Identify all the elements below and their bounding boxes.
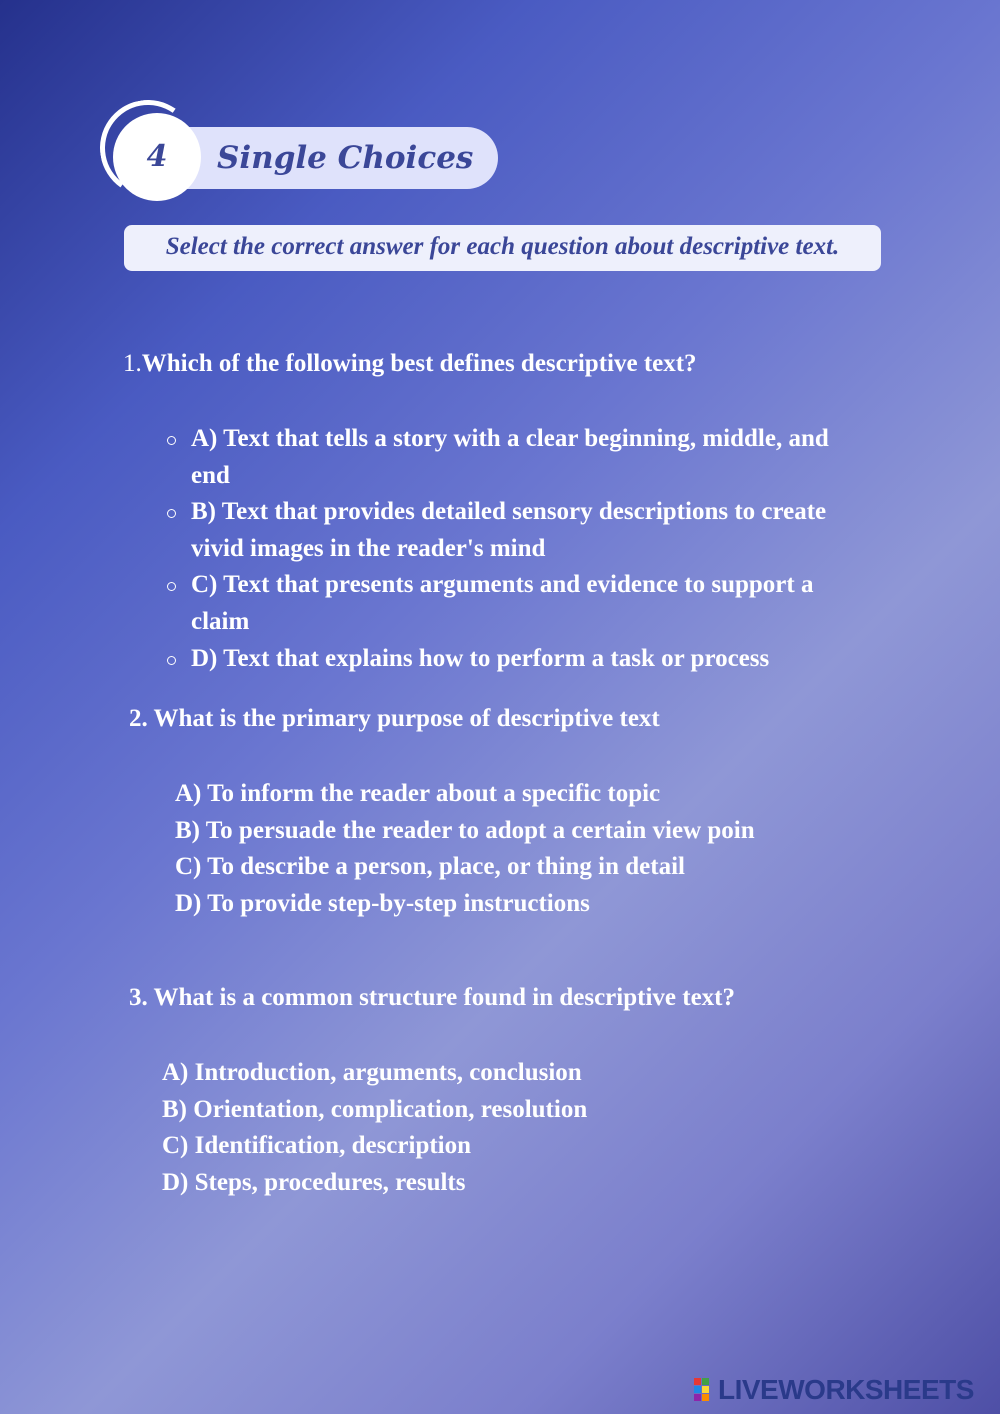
option-1d[interactable]: D) Text that explains how to perform a task or process (167, 641, 847, 678)
question-3-options (162, 1055, 587, 1201)
section-number: 4 (146, 139, 168, 174)
option-2d[interactable]: D) To provide step-by-step instructions (175, 889, 590, 917)
logo-block (702, 1378, 709, 1385)
option-1a[interactable]: A) Text that tells a story with a clear beginning, middle, and end (167, 421, 847, 494)
option-2c[interactable]: C) To describe a person, place, or thing in detail (175, 853, 685, 881)
section-title: Single Choices (217, 140, 474, 176)
question-1 (123, 350, 697, 378)
option-3d[interactable]: D) Steps, procedures, results (162, 1168, 466, 1196)
instruction-box: Select the correct answer for each question about descriptive text. (124, 225, 881, 271)
option-3b[interactable]: B) Orientation, complication, resolution (162, 1095, 588, 1123)
option-1c[interactable]: C) Text that presents arguments and evidence to support a claim (167, 567, 847, 640)
logo-block (694, 1378, 701, 1385)
question-1-text: Which of the following best defines descriptive text? (141, 350, 697, 377)
logo-block (694, 1394, 701, 1401)
option-1b[interactable]: B) Text that provides detailed sensory descriptions to create vivid images in the reader's mind (167, 494, 847, 567)
option-2a[interactable]: A) To inform the reader about a specific topic (175, 780, 661, 807)
question-2-text: 2. What is the primary purpose of descriptive text (129, 705, 660, 732)
question-1-number: 1. (123, 350, 142, 377)
logo-block (694, 1386, 701, 1393)
logo-block (702, 1394, 709, 1401)
question-1-options (167, 421, 847, 677)
option-3c[interactable]: C) Identification, description (162, 1132, 472, 1160)
question-3-text: 3. What is a common structure found in descriptive text? (129, 984, 735, 1011)
logo-block (702, 1386, 709, 1393)
logo-blocks-icon (694, 1378, 714, 1402)
option-3a[interactable]: A) Introduction, arguments, conclusion (162, 1059, 582, 1086)
logo-text: LIVEWORKSHEETS (718, 1374, 974, 1405)
question-2-options (175, 776, 755, 922)
option-2b[interactable]: B) To persuade the reader to adopt a certain view poin (175, 816, 755, 844)
